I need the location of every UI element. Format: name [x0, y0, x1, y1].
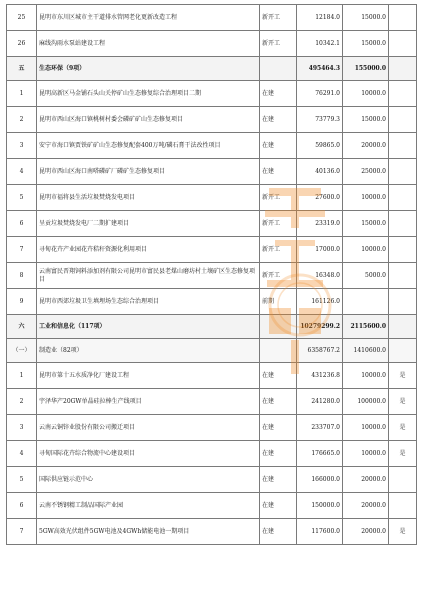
key-project-flag — [389, 57, 417, 81]
total-investment: 166000.0 — [297, 467, 343, 493]
annual-plan: 15000.0 — [343, 5, 389, 31]
project-name: 生态环保（9项） — [37, 57, 260, 81]
project-status: 新开工 — [260, 185, 297, 211]
row-number: 五 — [7, 57, 37, 81]
annual-plan: 10000.0 — [343, 415, 389, 441]
section-row — [7, 57, 417, 81]
key-project-flag: 是 — [389, 415, 417, 441]
project-name: 制造业（82项） — [37, 339, 260, 363]
total-investment: 10279299.2 — [297, 315, 343, 339]
subsection-row — [7, 339, 417, 363]
table-row — [7, 441, 417, 467]
key-project-flag — [389, 493, 417, 519]
annual-plan — [343, 289, 389, 315]
annual-plan: 2115600.0 — [343, 315, 389, 339]
key-project-flag — [389, 5, 417, 31]
total-investment: 241280.0 — [297, 389, 343, 415]
annual-plan: 155000.0 — [343, 57, 389, 81]
row-number: （一） — [7, 339, 37, 363]
total-investment: 161126.0 — [297, 289, 343, 315]
table-body — [7, 5, 417, 545]
annual-plan: 20000.0 — [343, 519, 389, 545]
project-name: 麻线沟雨水泵站建设工程 — [37, 31, 260, 57]
annual-plan: 10000.0 — [343, 237, 389, 263]
key-project-flag — [389, 185, 417, 211]
project-status: 在建 — [260, 415, 297, 441]
total-investment: 23319.0 — [297, 211, 343, 237]
key-project-flag — [389, 211, 417, 237]
project-name: 安宁市海口镇贾铁矿矿山生态修复配套400万吨/磷石膏干法改性项目 — [37, 133, 260, 159]
table-row — [7, 415, 417, 441]
project-name: 宇泽华产20GW单晶硅拉棒生产线项目 — [37, 389, 260, 415]
total-investment: 40136.0 — [297, 159, 343, 185]
total-investment: 17000.0 — [297, 237, 343, 263]
row-number: 26 — [7, 31, 37, 57]
project-status — [260, 339, 297, 363]
row-number: 六 — [7, 315, 37, 339]
annual-plan: 15000.0 — [343, 211, 389, 237]
row-number: 6 — [7, 211, 37, 237]
table-row — [7, 389, 417, 415]
row-number: 4 — [7, 441, 37, 467]
table-row — [7, 107, 417, 133]
key-project-flag: 是 — [389, 389, 417, 415]
project-name: 昆明市福将县生活垃圾焚烧发电项目 — [37, 185, 260, 211]
project-name: 昆明市第十五水质净化厂建设工程 — [37, 363, 260, 389]
annual-plan: 20000.0 — [343, 467, 389, 493]
key-project-flag — [389, 81, 417, 107]
project-name: 云南不锈钢精工制品国际产业园 — [37, 493, 260, 519]
project-status: 在建 — [260, 493, 297, 519]
row-number: 6 — [7, 493, 37, 519]
row-number: 8 — [7, 263, 37, 289]
project-status: 在建 — [260, 81, 297, 107]
table-row — [7, 263, 417, 289]
annual-plan: 10000.0 — [343, 441, 389, 467]
table-row — [7, 133, 417, 159]
row-number: 3 — [7, 133, 37, 159]
table-row — [7, 363, 417, 389]
key-project-flag — [389, 289, 417, 315]
table-row — [7, 185, 417, 211]
project-name: 5GW高效光伏组件5GW电池及4GWh储能电池一期项目 — [37, 519, 260, 545]
row-number: 7 — [7, 519, 37, 545]
table-row — [7, 81, 417, 107]
total-investment: 495464.3 — [297, 57, 343, 81]
project-name: 呈贡垃圾焚烧发电厂二期扩建项目 — [37, 211, 260, 237]
key-project-flag: 是 — [389, 363, 417, 389]
row-number: 1 — [7, 81, 37, 107]
project-name: 寻甸国际花卉综合物流中心建设项目 — [37, 441, 260, 467]
project-status: 新开工 — [260, 5, 297, 31]
total-investment: 73779.3 — [297, 107, 343, 133]
row-number: 1 — [7, 363, 37, 389]
annual-plan: 1410600.0 — [343, 339, 389, 363]
annual-plan: 15000.0 — [343, 107, 389, 133]
project-name: 昆明市东川区城市主干道排水管网老化更新改造工程 — [37, 5, 260, 31]
project-status: 前期 — [260, 289, 297, 315]
row-number: 25 — [7, 5, 37, 31]
annual-plan: 15000.0 — [343, 31, 389, 57]
table-row — [7, 519, 417, 545]
key-project-flag — [389, 159, 417, 185]
project-status: 新开工 — [260, 211, 297, 237]
project-status: 新开工 — [260, 31, 297, 57]
key-project-flag — [389, 237, 417, 263]
total-investment: 431236.8 — [297, 363, 343, 389]
table-row — [7, 159, 417, 185]
project-status: 新开工 — [260, 263, 297, 289]
project-status: 在建 — [260, 159, 297, 185]
project-status: 在建 — [260, 133, 297, 159]
table-row — [7, 467, 417, 493]
key-project-flag: 是 — [389, 441, 417, 467]
row-number: 2 — [7, 107, 37, 133]
total-investment: 6358767.2 — [297, 339, 343, 363]
table-row — [7, 493, 417, 519]
table-row — [7, 211, 417, 237]
key-project-flag — [389, 315, 417, 339]
annual-plan: 10000.0 — [343, 185, 389, 211]
key-project-flag — [389, 467, 417, 493]
key-project-flag — [389, 263, 417, 289]
project-status: 在建 — [260, 107, 297, 133]
total-investment: 16348.0 — [297, 263, 343, 289]
project-status: 在建 — [260, 389, 297, 415]
project-table — [6, 4, 417, 545]
annual-plan: 5000.0 — [343, 263, 389, 289]
annual-plan: 20000.0 — [343, 493, 389, 519]
project-status: 在建 — [260, 441, 297, 467]
project-status: 在建 — [260, 363, 297, 389]
project-name: 昆明高新区马金铺石头山关停矿山生态修复综合治理项目二期 — [37, 81, 260, 107]
total-investment: 176665.0 — [297, 441, 343, 467]
project-name: 工业和信息化（117项） — [37, 315, 260, 339]
annual-plan: 100000.0 — [343, 389, 389, 415]
total-investment: 59865.0 — [297, 133, 343, 159]
annual-plan: 25000.0 — [343, 159, 389, 185]
row-number: 5 — [7, 185, 37, 211]
total-investment: 10342.1 — [297, 31, 343, 57]
project-name: 昆明市西山区海口镇桃树村委会磷矿矿山生态修复项目 — [37, 107, 260, 133]
project-name: 昆明市西山区海口南嗒磷矿厂磷矿生态修复项目 — [37, 159, 260, 185]
annual-plan: 10000.0 — [343, 363, 389, 389]
project-status — [260, 57, 297, 81]
total-investment: 12184.0 — [297, 5, 343, 31]
row-number: 3 — [7, 415, 37, 441]
project-status: 在建 — [260, 519, 297, 545]
row-number: 5 — [7, 467, 37, 493]
key-project-flag — [389, 107, 417, 133]
key-project-flag — [389, 339, 417, 363]
project-name: 云南富民晋翔饲料添加剂有限公司昆明市富民县老煤山磨坊村土壤矿区生态修复项目 — [37, 263, 260, 289]
key-project-flag: 是 — [389, 519, 417, 545]
project-status — [260, 315, 297, 339]
section-row — [7, 315, 417, 339]
total-investment: 233707.0 — [297, 415, 343, 441]
total-investment: 117600.0 — [297, 519, 343, 545]
row-number: 4 — [7, 159, 37, 185]
project-status: 在建 — [260, 467, 297, 493]
total-investment: 27600.0 — [297, 185, 343, 211]
row-number: 2 — [7, 389, 37, 415]
row-number: 9 — [7, 289, 37, 315]
project-name: 寻甸花卉产业园花卉秸秆资源化利用项目 — [37, 237, 260, 263]
total-investment: 150000.0 — [297, 493, 343, 519]
total-investment: 76291.0 — [297, 81, 343, 107]
project-name: 云南云铜锌业股份有限公司搬迁项目 — [37, 415, 260, 441]
table-row — [7, 5, 417, 31]
key-project-flag — [389, 31, 417, 57]
annual-plan: 10000.0 — [343, 81, 389, 107]
project-name: 国际供应链示范中心 — [37, 467, 260, 493]
project-status: 新开工 — [260, 237, 297, 263]
table-row — [7, 289, 417, 315]
key-project-flag — [389, 133, 417, 159]
table-row — [7, 237, 417, 263]
annual-plan: 20000.0 — [343, 133, 389, 159]
project-name: 昆明市西郊垃圾卫生填埋场生态综合治理项目 — [37, 289, 260, 315]
table-row — [7, 31, 417, 57]
row-number: 7 — [7, 237, 37, 263]
